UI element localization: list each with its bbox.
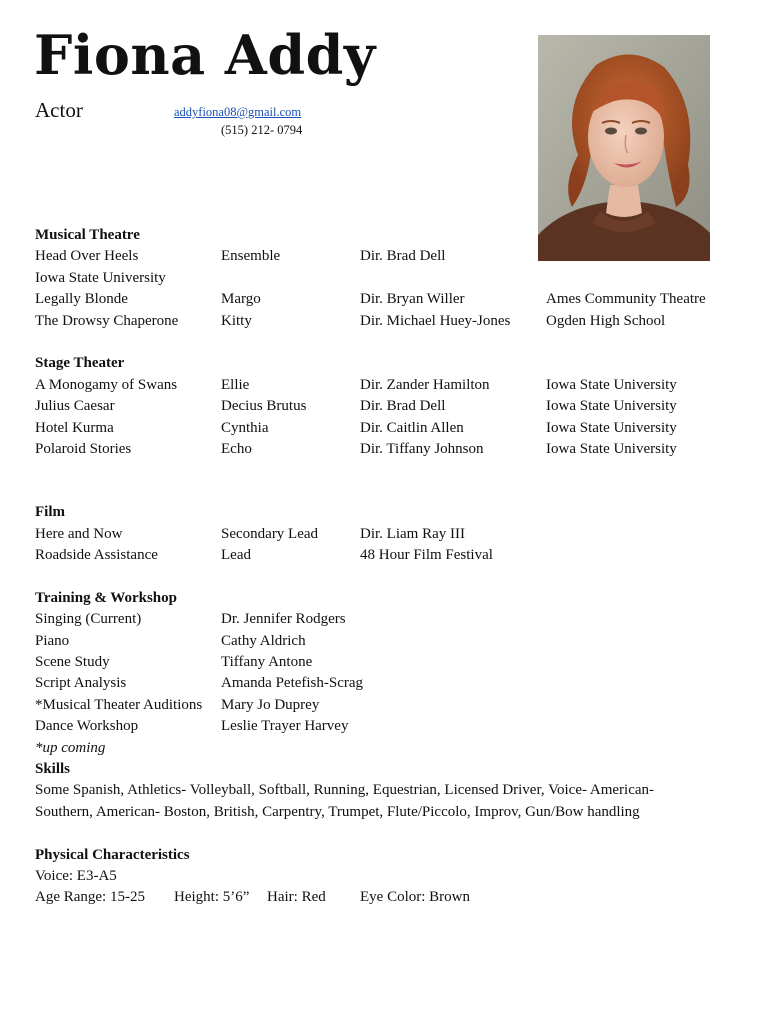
height: Height: 5’6” xyxy=(174,889,250,906)
performer-role: Actor xyxy=(35,98,83,122)
role-name: Ensemble xyxy=(221,248,281,265)
training-row xyxy=(35,631,735,652)
credit-row xyxy=(35,375,735,396)
credit-row xyxy=(35,396,735,417)
role-name: Kitty xyxy=(221,312,252,329)
section-title-physical: Physical Characteristics xyxy=(35,846,190,863)
course-name: Scene Study xyxy=(35,654,110,671)
credit-row xyxy=(35,524,735,545)
venue: Iowa State University xyxy=(546,419,677,436)
production: 48 Hour Film Festival xyxy=(360,547,493,564)
training-row xyxy=(35,609,735,630)
training-row xyxy=(35,673,735,694)
role-name: Decius Brutus xyxy=(221,398,307,415)
course-name: Dance Workshop xyxy=(35,718,139,735)
resume-body xyxy=(35,225,735,909)
role-name: Cynthia xyxy=(221,419,269,436)
training-row xyxy=(35,652,735,673)
show-title: Legally Blonde xyxy=(35,291,128,308)
director: Dir. Liam Ray III xyxy=(360,525,465,542)
section-title-film: Film xyxy=(35,504,65,521)
course-name: Piano xyxy=(35,632,70,649)
venue: Ames Community Theatre xyxy=(546,291,706,308)
show-title: The Drowsy Chaperone xyxy=(35,312,179,329)
email-link[interactable]: addyfiona08@gmail.com xyxy=(174,105,302,119)
venue: Iowa State University xyxy=(546,398,677,415)
director: Dir. Brad Dell xyxy=(360,398,446,415)
credit-row xyxy=(35,418,735,439)
show-title: Julius Caesar xyxy=(35,398,115,415)
course-name: Script Analysis xyxy=(35,675,127,692)
credit-row xyxy=(35,311,735,332)
role-name: Margo xyxy=(221,291,261,308)
credit-row xyxy=(35,545,735,566)
voice-range: Voice: E3-A5 xyxy=(35,868,117,885)
credit-row xyxy=(35,246,735,267)
instructor: Mary Jo Duprey xyxy=(221,696,320,713)
section-title-skills: Skills xyxy=(35,761,71,778)
director: Dir. Michael Huey-Jones xyxy=(360,312,511,329)
venue: Iowa State University xyxy=(546,376,677,393)
director: Dir. Bryan Willer xyxy=(360,291,465,308)
performer-name: Fiona Addy xyxy=(34,23,376,87)
credit-row xyxy=(35,268,735,289)
course-name: *Musical Theater Auditions xyxy=(35,696,203,713)
eye-color: Eye Color: Brown xyxy=(360,889,470,906)
upcoming-note: *up coming xyxy=(35,739,106,756)
physical-row xyxy=(35,887,735,908)
show-title: Roadside Assistance xyxy=(35,547,158,564)
hair-color: Hair: Red xyxy=(267,889,326,906)
show-title: Head Over Heels xyxy=(35,248,139,265)
section-title-stage-theater: Stage Theater xyxy=(35,355,125,372)
instructor: Dr. Jennifer Rodgers xyxy=(221,611,346,628)
director: Dir. Zander Hamilton xyxy=(360,376,490,393)
course-name: Singing (Current) xyxy=(35,611,142,628)
instructor: Cathy Aldrich xyxy=(221,632,306,649)
training-row xyxy=(35,695,735,716)
venue: Ogden High School xyxy=(546,312,666,329)
instructor: Leslie Trayer Harvey xyxy=(221,718,349,735)
show-title: Here and Now xyxy=(35,525,123,542)
director: Dir. Tiffany Johnson xyxy=(360,440,484,457)
role-name: Ellie xyxy=(221,376,250,393)
role-name: Secondary Lead xyxy=(221,525,319,542)
instructor: Tiffany Antone xyxy=(221,654,313,671)
section-title-training: Training & Workshop xyxy=(35,589,177,606)
instructor: Amanda Petefish-Scrag xyxy=(221,675,364,692)
director: Dir. Caitlin Allen xyxy=(360,419,464,436)
section-title-musical-theatre: Musical Theatre xyxy=(35,227,140,243)
show-title: Polaroid Stories xyxy=(35,440,132,457)
phone-number: (515) 212- 0794 xyxy=(221,123,303,137)
role-name: Lead xyxy=(221,547,251,564)
age-range: Age Range: 15-25 xyxy=(35,889,145,906)
show-title: Hotel Kurma xyxy=(35,419,114,436)
credit-row xyxy=(35,439,735,460)
credit-row xyxy=(35,289,735,310)
skills-text: Some Spanish, Athletics- Volleyball, Softball, Running, Equestrian, Licensed Driver, Voice- American- Southern, American- Boston, British, Carpentry, Trumpet, Flute/Piccolo, Improv, Gun/Bow handling xyxy=(35,782,655,820)
show-title: A Monogamy of Swans xyxy=(35,376,178,393)
venue: Iowa State University xyxy=(35,269,166,286)
venue: Iowa State University xyxy=(546,440,677,457)
director: Dir. Brad Dell xyxy=(360,248,446,265)
role-name: Echo xyxy=(221,440,252,457)
training-row xyxy=(35,716,735,737)
